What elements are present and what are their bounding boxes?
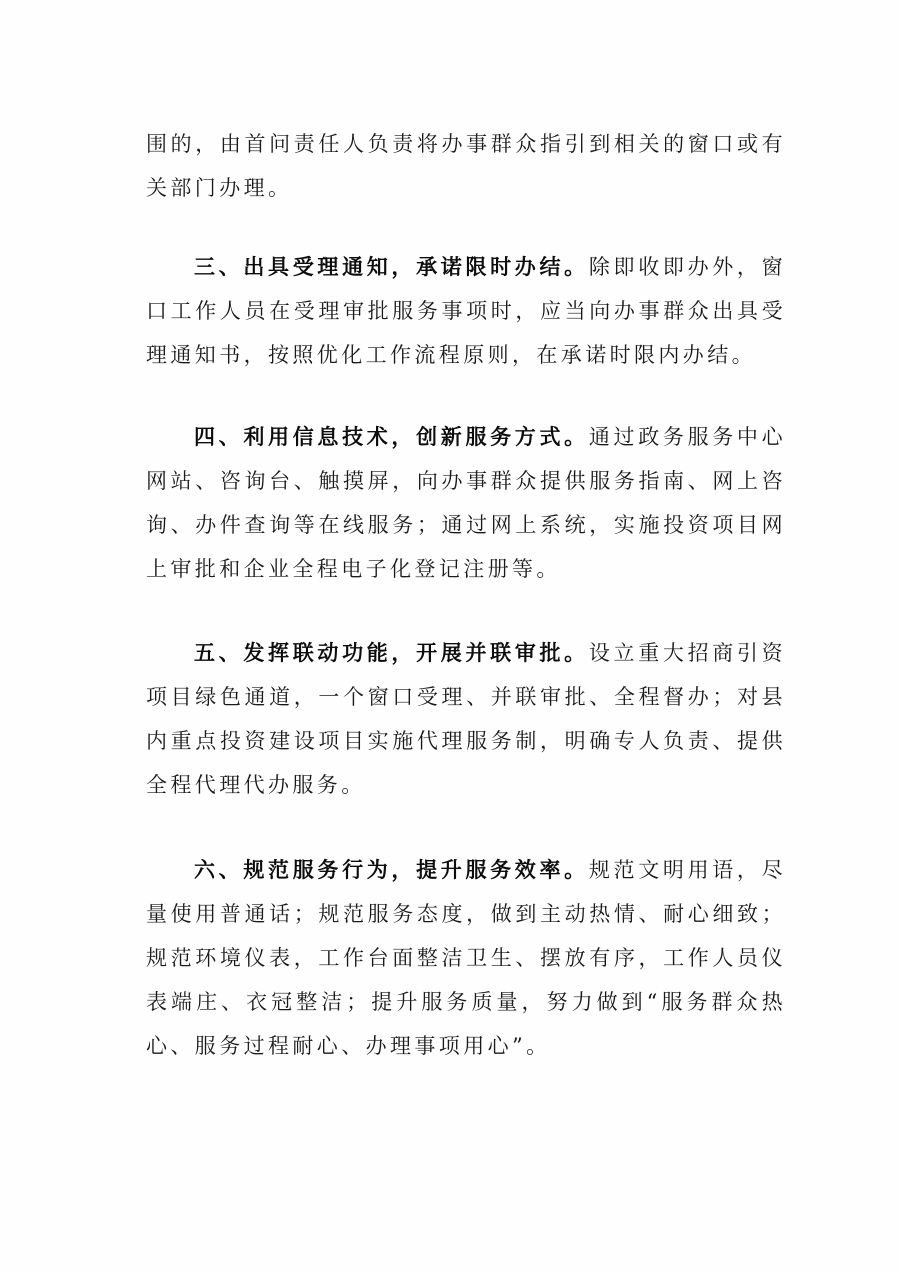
section-heading: 六、规范服务行为，提升服务效率。: [194, 857, 589, 882]
section-heading: 四、利用信息技术，创新服务方式。: [194, 424, 589, 449]
paragraph-body: 规范文明用语，尽量使用普通话；规范服务态度，做到主动热情、耐心细致；规范环境仪表，工作台面整洁卫生、摆放有序，工作人员仪表端庄、衣冠整洁；提升服务质量，努力做到“服务群众热心、服务过程耐心、办理事项用心”。: [146, 858, 787, 1058]
paragraph-section-5: [146, 631, 786, 807]
paragraph-body: 设立重大招商引资项目绿色通道，一个窗口受理、并联审批、全程督办；对县内重点投资建设项目实施代理服务制，明确专人负责、提供全程代理代办服务。: [146, 641, 787, 797]
paragraph-body: 除即收即办外，窗口工作人员在受理审批服务事项时，应当向办事群众出具受理通知书，按照优化工作流程原则，在承诺时限内办结。: [146, 255, 787, 367]
paragraph-body: 通过政务服务中心网站、咨询台、触摸屏，向办事群众提供服务指南、网上咨询、办件查询等在线服务；通过网上系统，实施投资项目网上审批和企业全程电子化登记注册等。: [146, 425, 787, 581]
paragraph-section-4: [146, 415, 786, 591]
section-heading: 五、发挥联动功能，开展并联审批。: [194, 640, 589, 665]
paragraph-section-6: [146, 848, 786, 1068]
section-heading: 三、出具受理通知，承诺限时办结。: [194, 254, 589, 279]
paragraph-continuation: [146, 122, 786, 210]
paragraph-section-3: [146, 245, 786, 377]
paragraph-body: 围的，由首问责任人负责将办事群众指引到相关的窗口或有关部门办理。: [146, 132, 786, 200]
